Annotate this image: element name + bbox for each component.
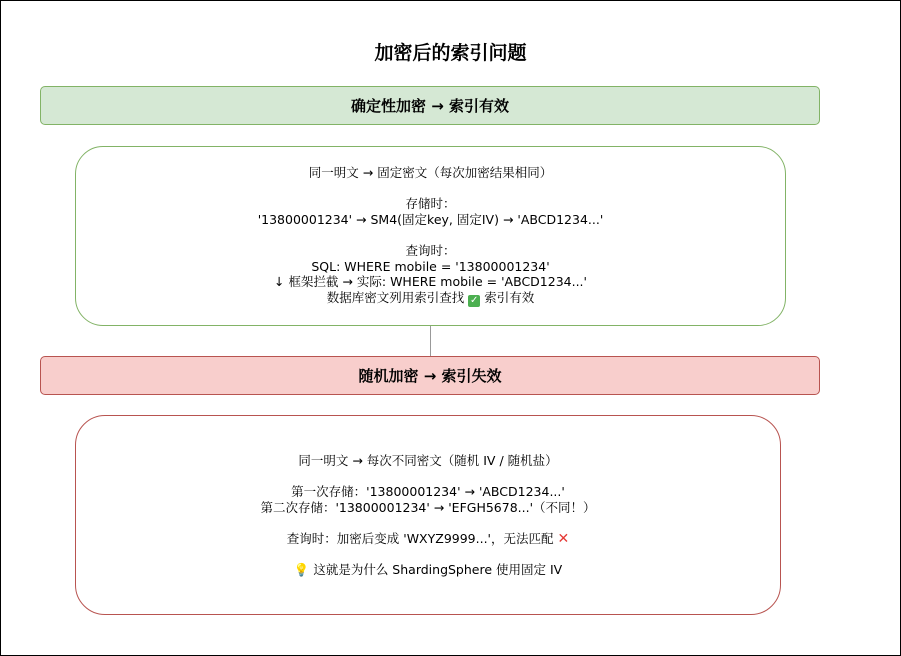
tip-text: 这就是为什么 ShardingSphere 使用固定 IV: [313, 562, 563, 577]
query-fail-line: [76, 531, 780, 547]
store-label: 存储时：: [405, 196, 456, 211]
plaintext-ciphertext-line: 同一明文 → 每次不同密文（随机 IV / 随机盐）: [298, 453, 558, 468]
query-sql-line: SQL: WHERE mobile = '13800001234': [311, 259, 550, 274]
plaintext-ciphertext-line: 同一明文 → 固定密文（每次加密结果相同）: [308, 165, 553, 180]
lightbulb-icon: 💡: [293, 562, 310, 577]
deterministic-encryption-card: [75, 146, 786, 326]
check-icon: ✓: [470, 295, 479, 306]
intercept-line: ↓ 框架拦截 → 实际: WHERE mobile = 'ABCD1234...': [274, 274, 587, 289]
query-label: 查询时：: [405, 243, 456, 258]
cross-icon: ✕: [557, 531, 570, 547]
store-line: '13800001234' → SM4(固定key, 固定IV) → 'ABCD1234...': [257, 212, 604, 227]
page-title: 加密后的索引问题: [374, 42, 527, 64]
index-result-line: [76, 290, 785, 307]
first-store-line: 第一次存储：'13800001234' → 'ABCD1234...': [291, 484, 565, 499]
query-fail-text: 查询时：加密后变成 'WXYZ9999...'，无法匹配: [286, 531, 554, 546]
index-result-text: 数据库密文列用索引查找: [326, 290, 465, 305]
tip-line: [76, 562, 780, 578]
deterministic-encryption-header: 确定性加密 → 索引有效: [40, 86, 820, 125]
index-result-suffix: 索引有效: [484, 290, 535, 305]
second-store-line: 第二次存储：'13800001234' → 'EFGH5678...'（不同！）: [260, 500, 596, 515]
random-encryption-card: [75, 415, 781, 615]
connector-line: [430, 326, 431, 356]
random-encryption-header: 随机加密 → 索引失效: [40, 356, 820, 395]
